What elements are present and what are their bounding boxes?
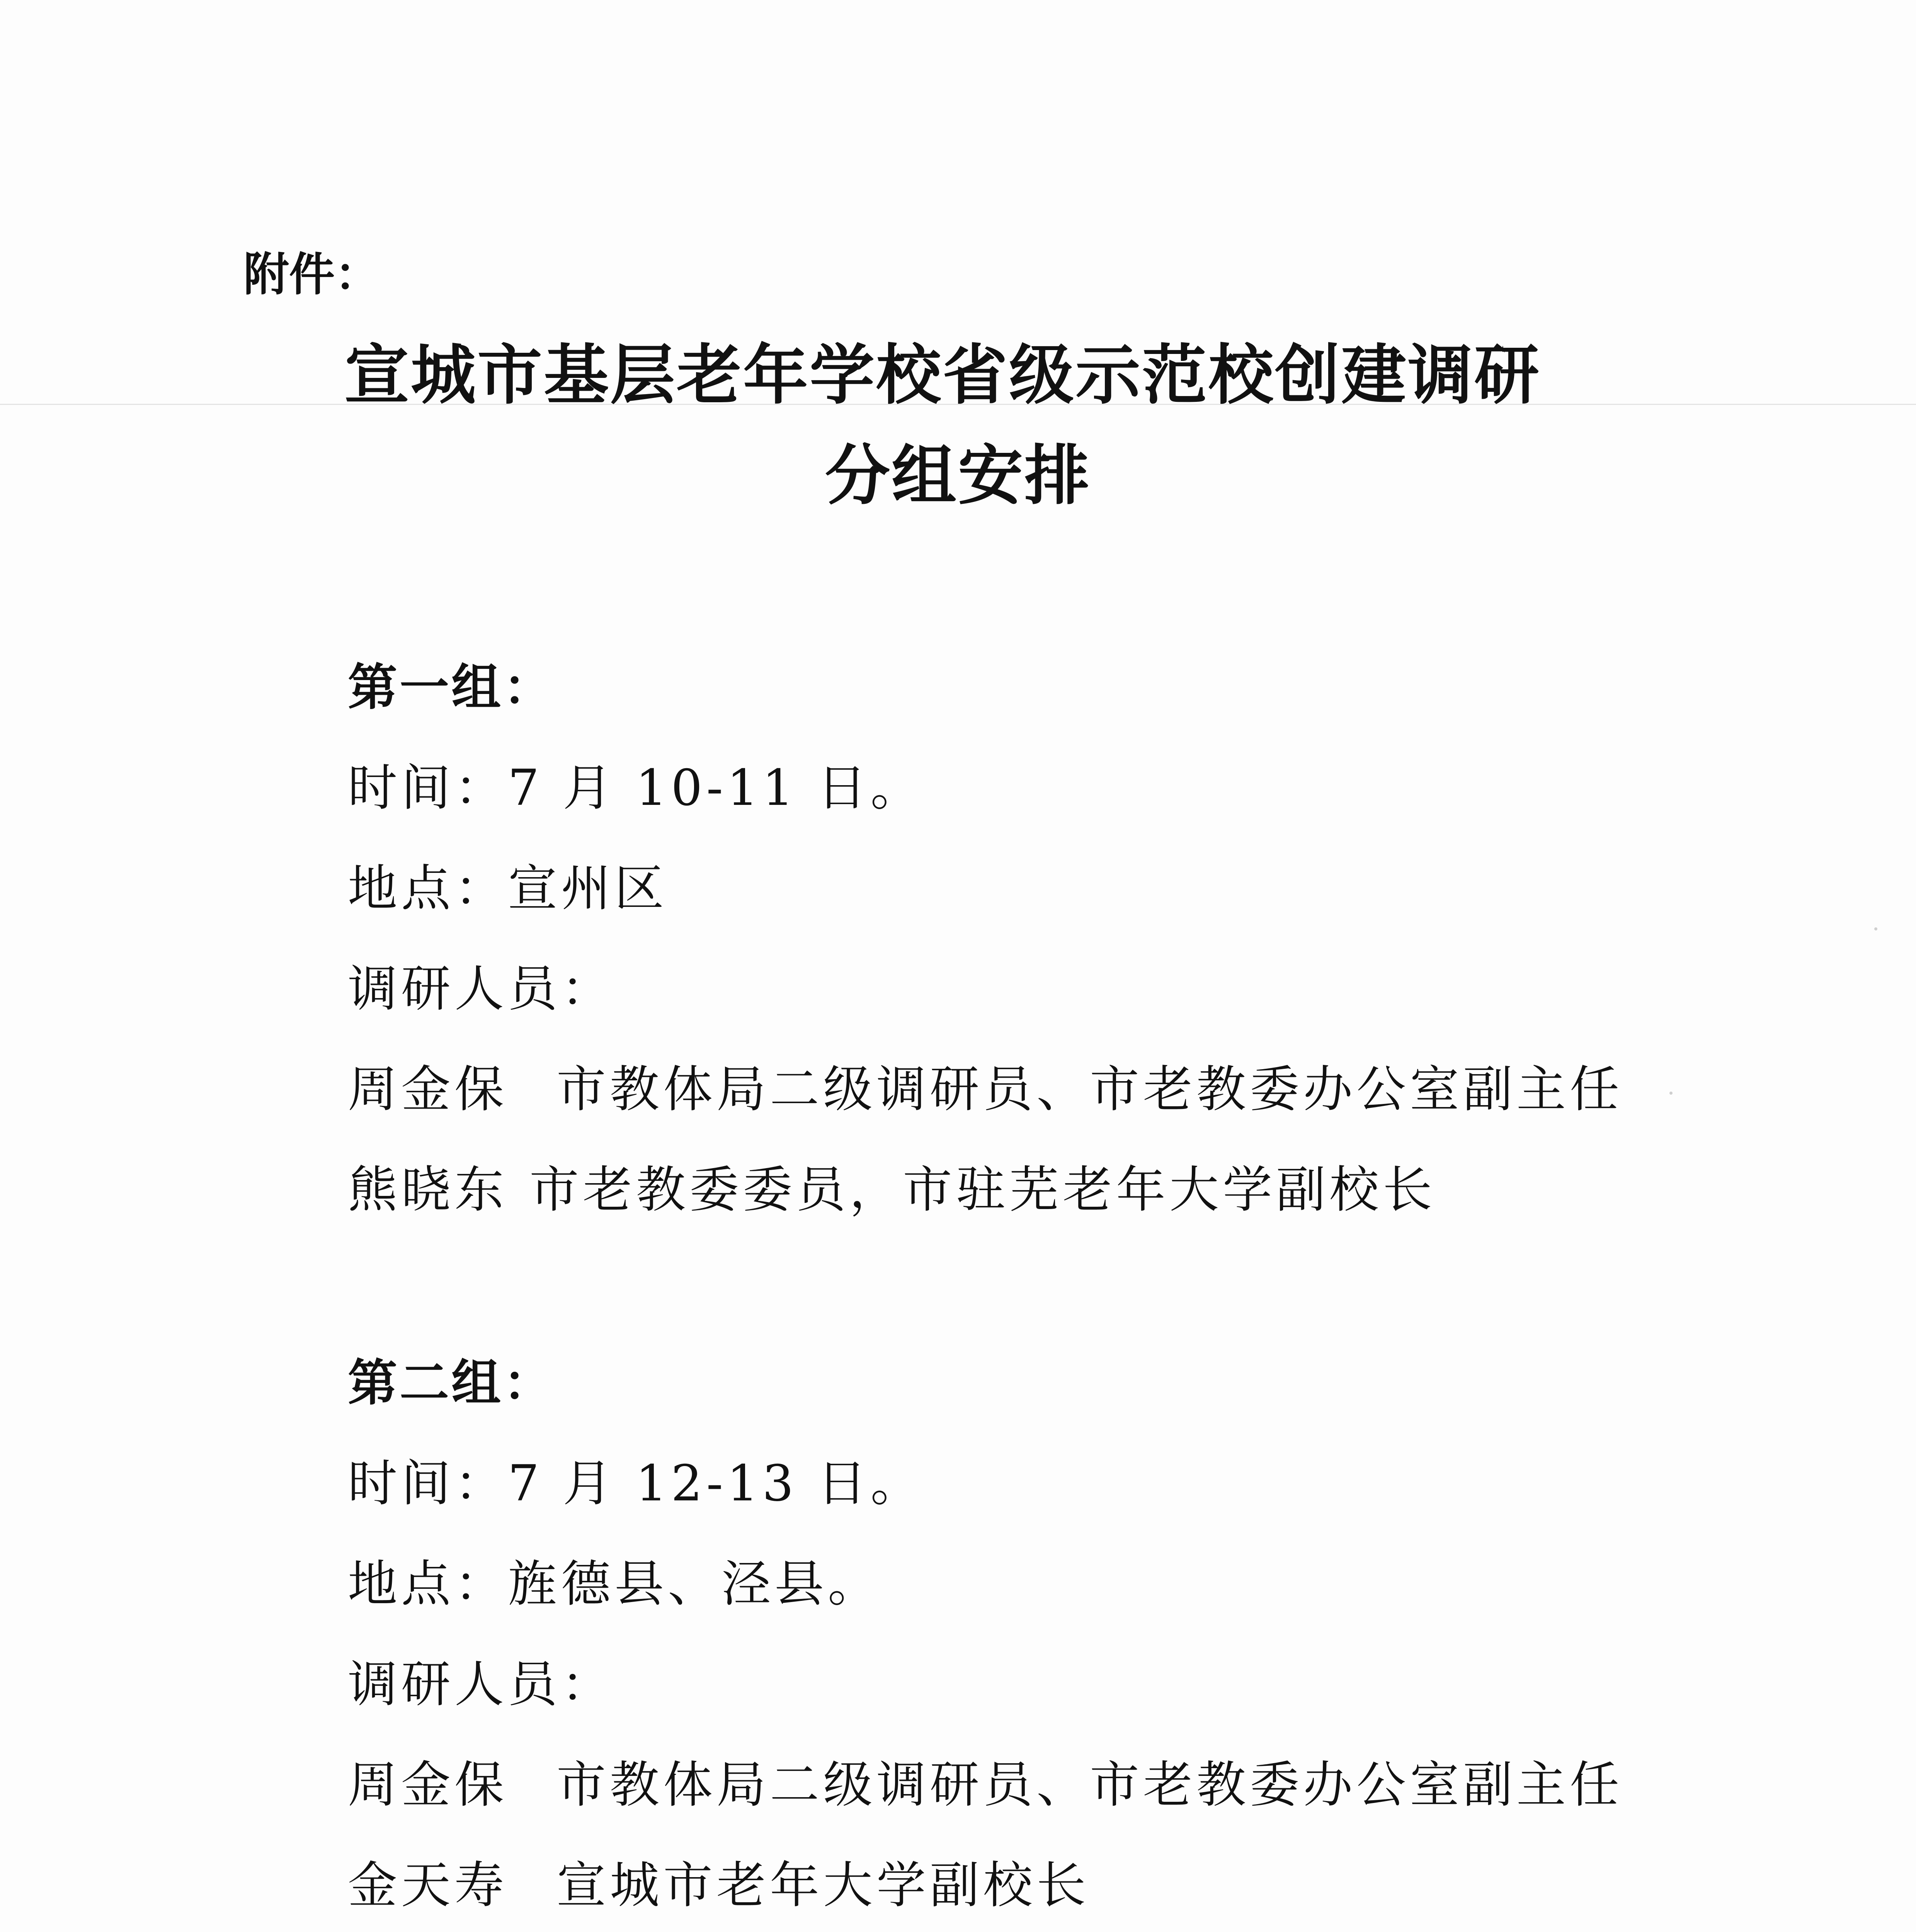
member-role: 市老教委委员，市驻芜老年大学副校长 <box>529 1161 1436 1219</box>
group-2-member <box>348 1855 1090 1917</box>
attachment-label: 附件： <box>243 248 381 301</box>
group-1-heading: 第一组： <box>348 659 555 716</box>
group-1-location: 地点：宣州区 <box>348 860 668 917</box>
document-title-line-1: 宣城市基层老年学校省级示范校创建调研 <box>344 337 1541 413</box>
member-name: 周金保 <box>348 1756 508 1814</box>
member-name: 周金保 <box>348 1061 508 1118</box>
group-1-member <box>348 1159 1436 1221</box>
group-2-staff-label: 调研人员： <box>348 1656 615 1713</box>
group-2-time: 时间：7 月 12-13 日。 <box>348 1455 924 1512</box>
group-1-member <box>348 1059 1623 1121</box>
group-2-member <box>348 1754 1623 1816</box>
group-1-staff-label: 调研人员： <box>348 960 615 1018</box>
member-name: 熊晓东 <box>348 1161 508 1219</box>
group-2-heading: 第二组： <box>348 1354 555 1412</box>
scan-speck <box>1874 927 1877 930</box>
member-role: 市教体局二级调研员、市老教委办公室副主任 <box>556 1756 1623 1814</box>
document-title-line-2: 分组安排 <box>825 437 1091 514</box>
member-role: 宣城市老年大学副校长 <box>556 1857 1090 1914</box>
member-role: 市教体局二级调研员、市老教委办公室副主任 <box>556 1061 1623 1118</box>
scan-speck <box>1669 1092 1673 1095</box>
member-name: 金天寿 <box>348 1857 508 1914</box>
group-2-location: 地点：旌德县、泾县。 <box>348 1555 881 1613</box>
group-1-time: 时间：7 月 10-11 日。 <box>348 759 924 817</box>
